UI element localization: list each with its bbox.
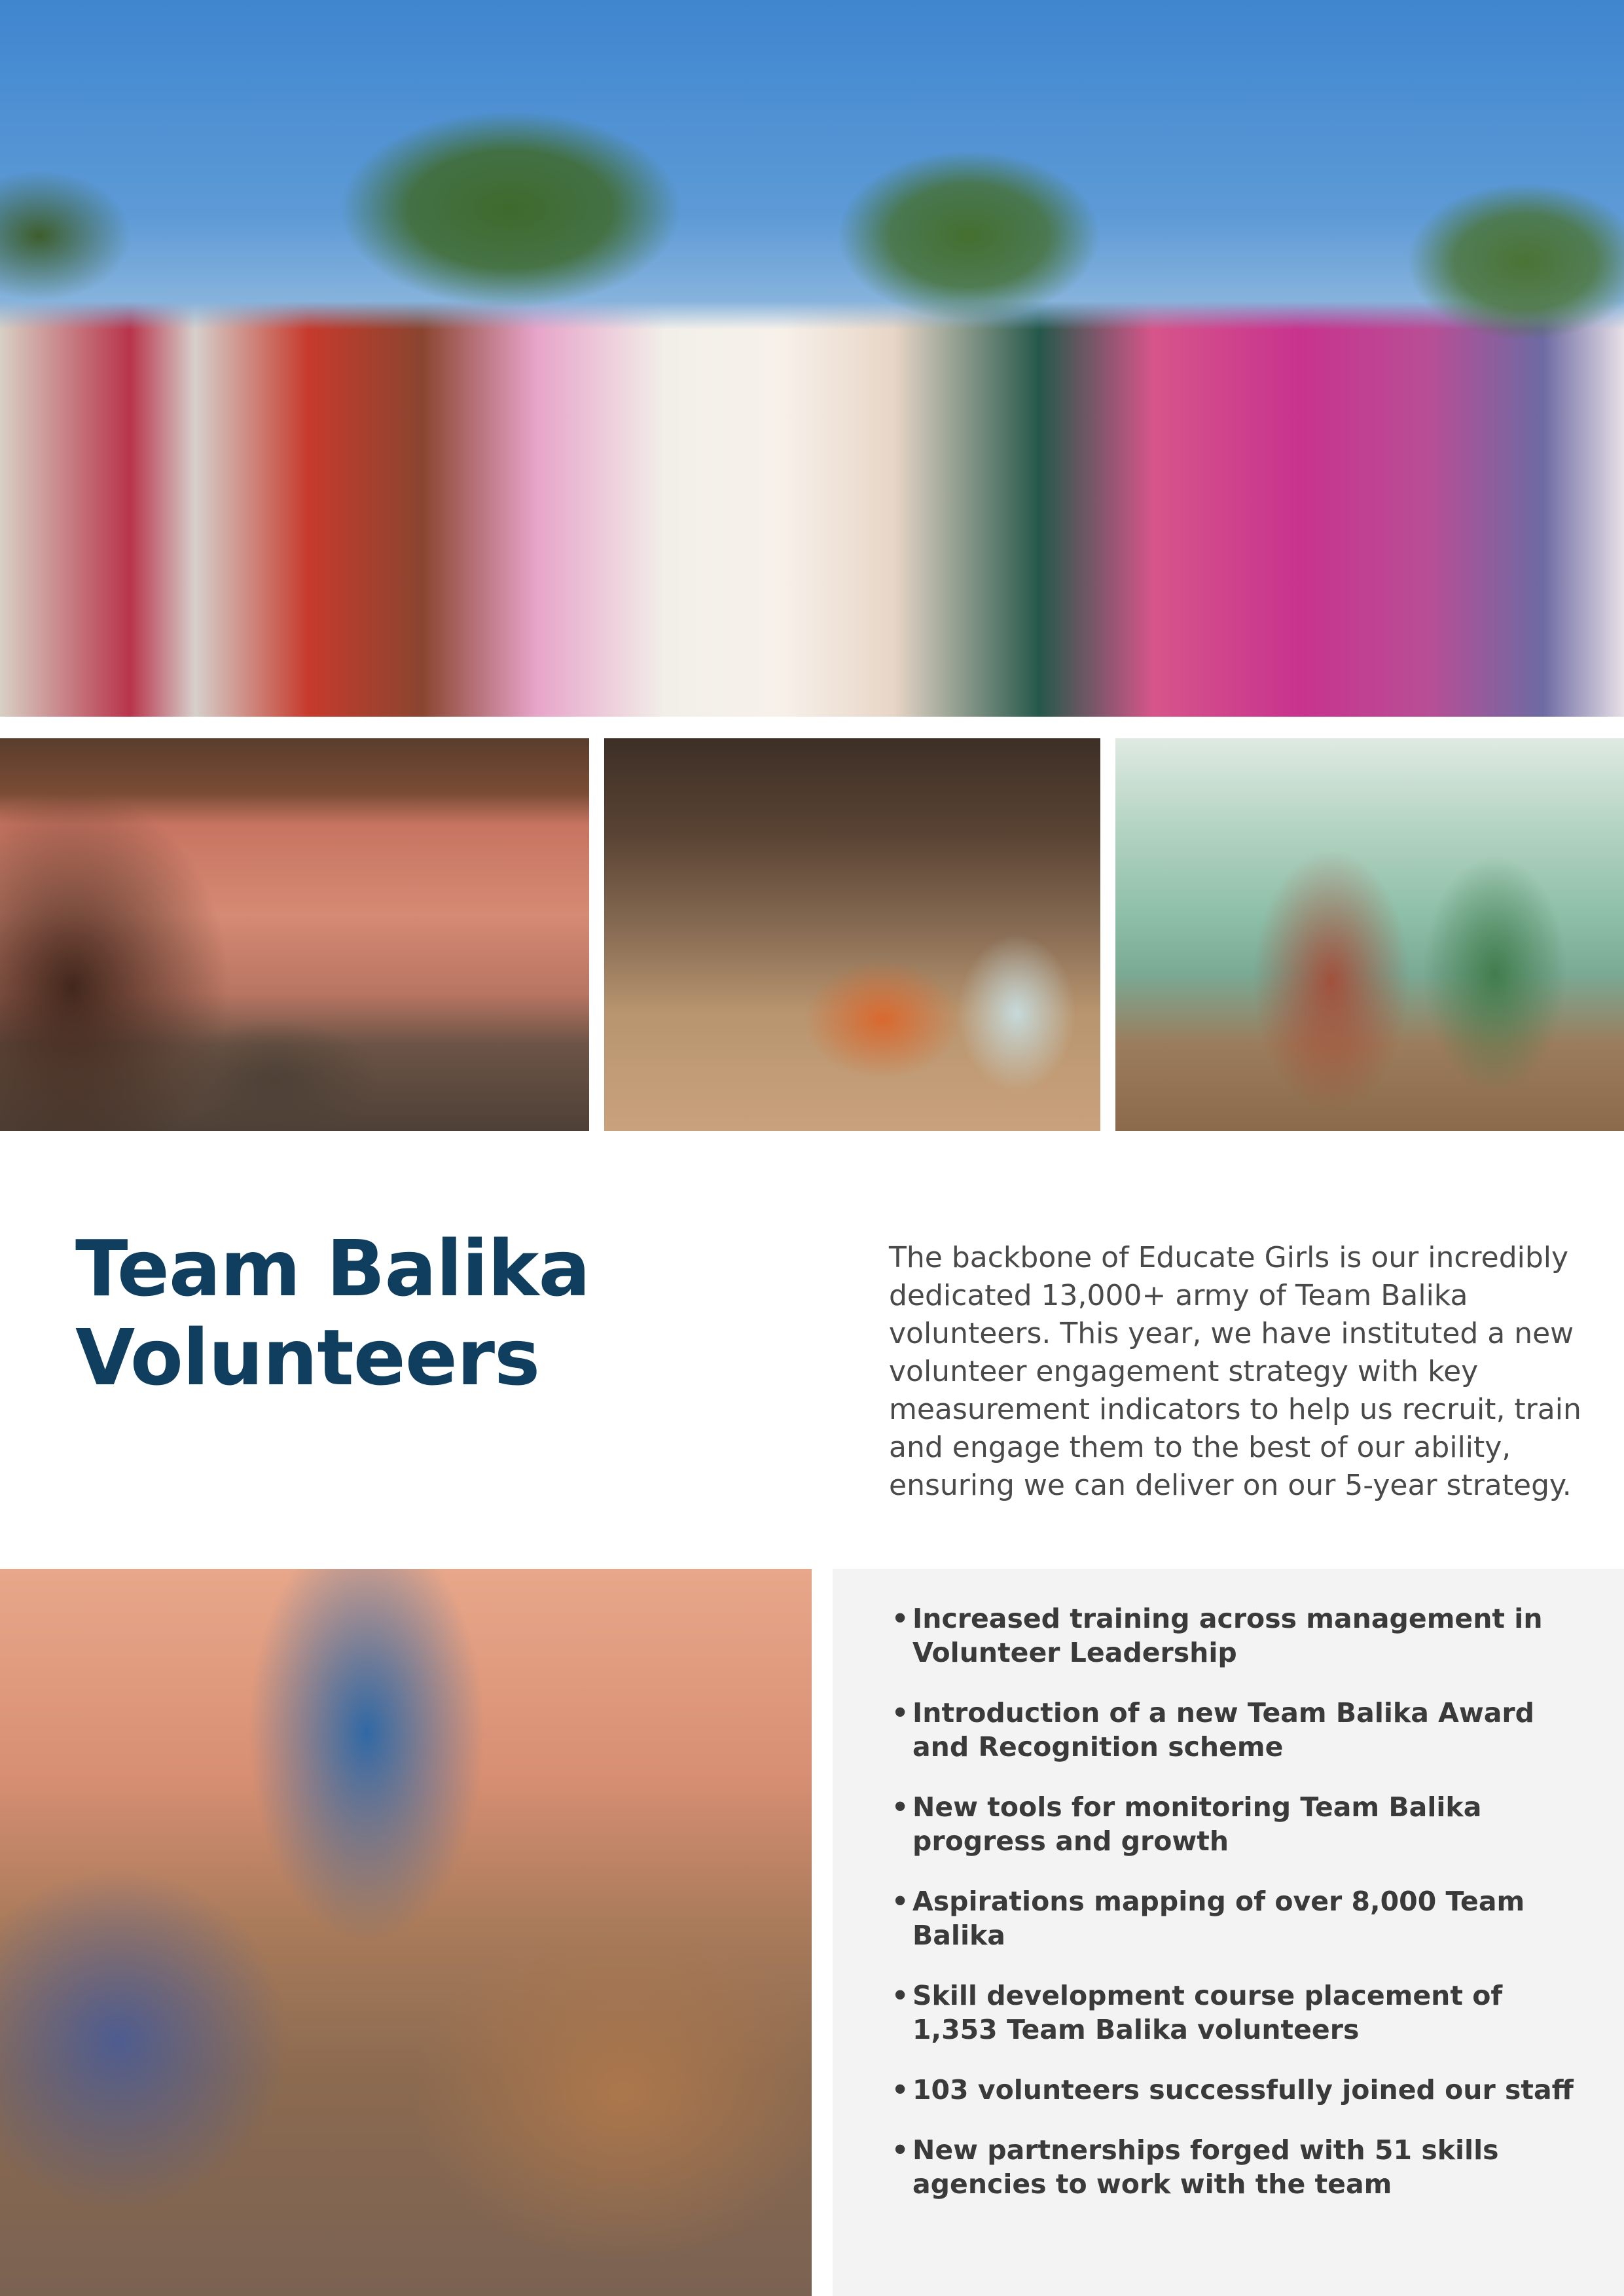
intro-line: and engage them to the best of our ability, <box>889 1431 1511 1464</box>
highlights-panel <box>833 1569 1624 2296</box>
highlight-text: Skill development course placement of <box>912 1980 1503 2011</box>
highlight-text: 103 volunteers successfully joined our staff <box>912 2074 1574 2106</box>
intro-line: The backbone of Educate Girls is our incredibly <box>889 1241 1569 1274</box>
highlight-item <box>892 1884 1612 1952</box>
intro-line: volunteer engagement strategy with key <box>889 1355 1479 1388</box>
highlight-text: Balika <box>912 1920 1005 1951</box>
intro-line: ensuring we can deliver on our 5-year strategy. <box>889 1469 1572 1502</box>
highlight-item <box>892 1979 1612 2047</box>
photo-community-meeting <box>604 738 1100 1131</box>
page-title-line-2: Volunteers <box>75 1312 540 1403</box>
bullet-icon: • <box>892 1886 909 1917</box>
highlight-text: agencies to work with the team <box>912 2168 1392 2200</box>
bullet-icon: • <box>892 1980 909 2011</box>
highlight-item <box>892 1602 1612 1670</box>
highlight-text: Aspirations mapping of over 8,000 Team <box>912 1886 1525 1917</box>
intro-paragraph <box>889 1239 1583 1505</box>
highlight-item <box>892 2073 1612 2107</box>
intro-line: volunteers. This year, we have instituted a new <box>889 1317 1574 1350</box>
bullet-icon: • <box>892 1603 909 1634</box>
highlight-text: New tools for monitoring Team Balika <box>912 1791 1482 1823</box>
highlight-text: and Recognition scheme <box>912 1731 1284 1763</box>
highlight-text: Volunteer Leadership <box>912 1637 1237 1668</box>
bullet-icon: • <box>892 1697 909 1729</box>
bullet-icon: • <box>892 2074 909 2106</box>
title-block <box>75 1224 795 1402</box>
intro-line: dedicated 13,000+ army of Team Balika <box>889 1279 1468 1312</box>
photo-volunteers-in-room <box>0 738 589 1131</box>
highlight-item <box>892 1696 1612 1764</box>
highlight-text: New partnerships forged with 51 skills <box>912 2134 1499 2166</box>
hero-photo-volunteers-cheering <box>0 0 1624 717</box>
highlight-text: 1,353 Team Balika volunteers <box>912 2014 1360 2045</box>
highlight-item <box>892 1790 1612 1858</box>
highlight-text: Introduction of a new Team Balika Award <box>912 1697 1534 1729</box>
page-title <box>75 1224 795 1402</box>
page-title-line-1: Team Balika <box>75 1223 590 1314</box>
photo-classroom-activity <box>0 1569 812 2296</box>
intro-line: measurement indicators to help us recruit, train <box>889 1393 1581 1426</box>
photo-door-to-door-visit <box>1115 738 1624 1131</box>
highlights-list <box>892 1602 1612 2227</box>
highlight-text: Increased training across management in <box>912 1603 1543 1634</box>
bullet-icon: • <box>892 1791 909 1823</box>
highlight-item <box>892 2133 1612 2201</box>
highlight-text: progress and growth <box>912 1825 1229 1857</box>
bullet-icon: • <box>892 2134 909 2166</box>
